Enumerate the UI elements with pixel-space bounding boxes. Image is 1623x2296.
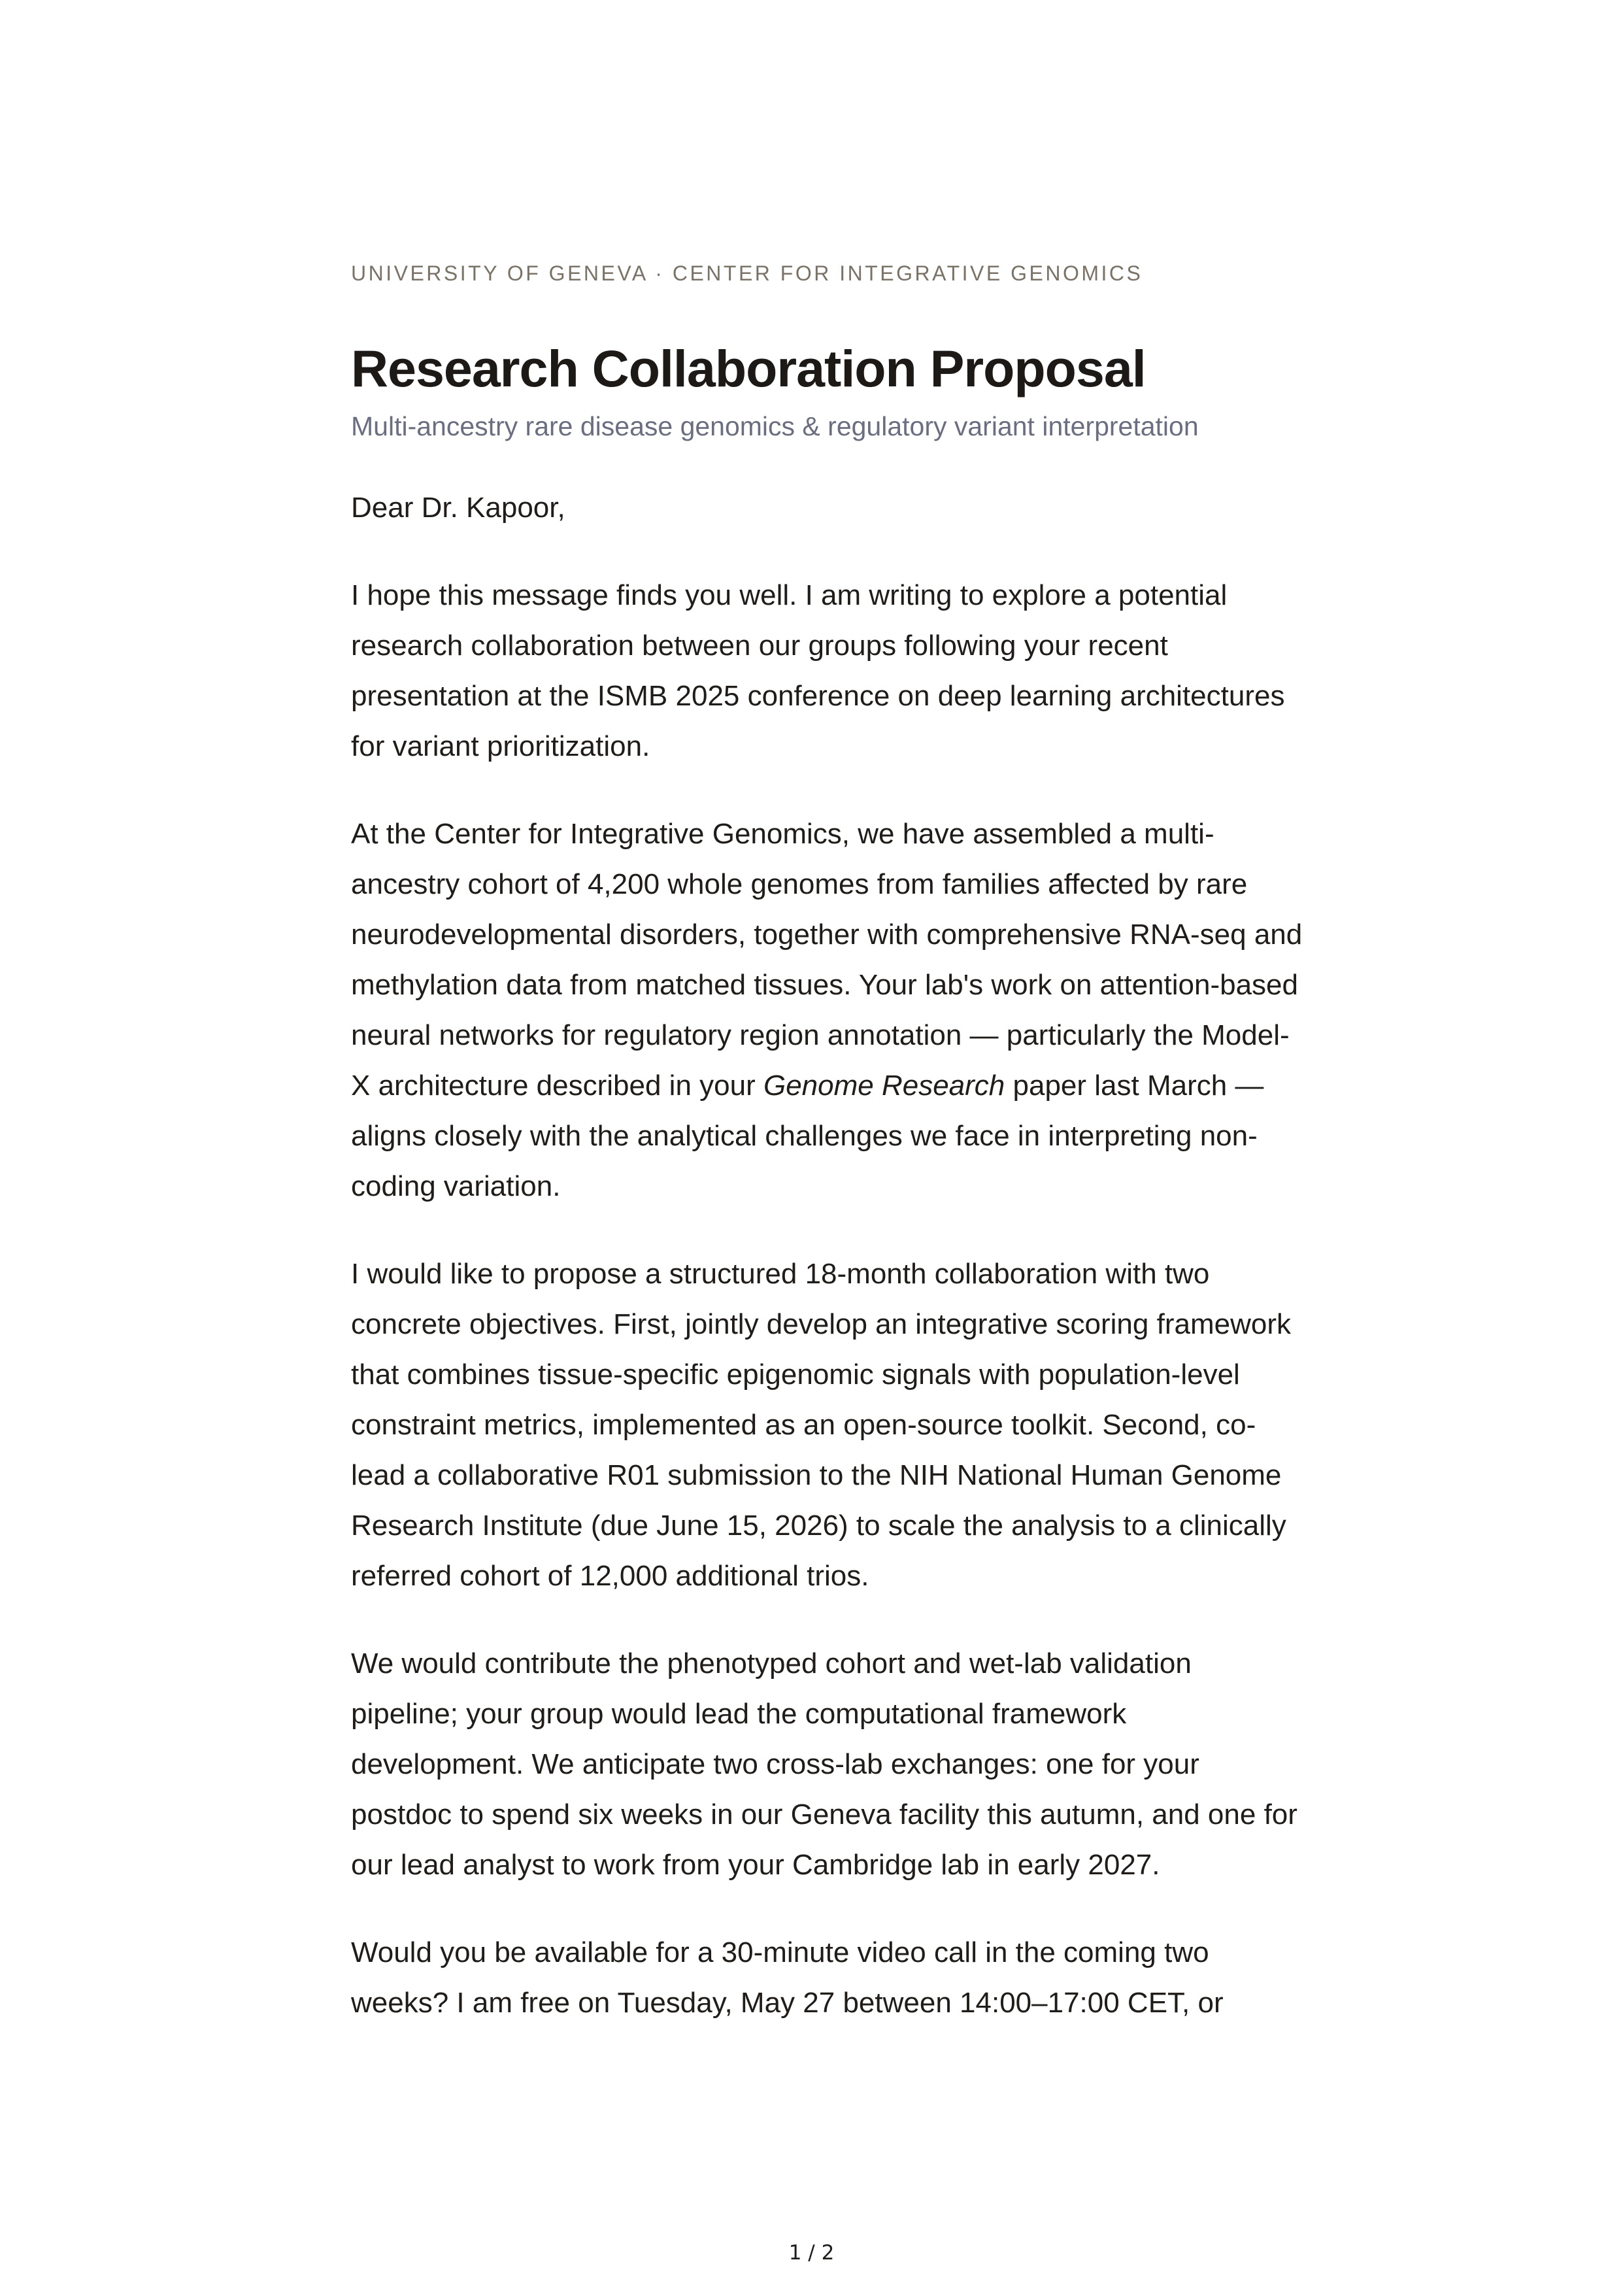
letter-page — [351, 259, 1305, 2065]
journal-name: Genome Research — [763, 1070, 1005, 1102]
document-title: Research Collaboration Proposal — [351, 339, 1146, 397]
paragraph-2-text-start: At the Center for Integrative Genomics, we have assembled a multi-ancestry cohort of 4,200 whole genomes from families affected by rare neurodevelopmental disorders, together with comprehensive RNA-seq and methylation data from matched tissues. Your lab's work on attention-based neural networks for regulatory region annotation — particularly the Model-X architecture described in your — [351, 818, 1303, 1102]
paragraph-2-text-end: paper last March — aligns closely with the analytical challenges we face in interpreting non-coding variation. — [351, 1070, 1264, 1202]
document-subtitle: Multi-ancestry rare disease genomics & regulatory variant interpretation — [351, 411, 1199, 441]
letter-body — [351, 482, 1305, 2028]
letter-paragraph-5: Would you be available for a 30-minute video call in the coming two weeks? I am free on Tuesday, May 27 between 14:00–17:00 CET, or — [351, 1936, 1224, 2019]
letter-paragraph-3: I would like to propose a structured 18-month collaboration with two concrete objectives. First, jointly develop an integrative scoring framework that combines tissue-specific epigenomic signals with population-level constraint metrics, implemented as an open-source toolkit. Second, co-lead a collaborative R01 submission to the NIH National Human Genome Research Institute (due June 15, 2026) to scale the analysis to a clinically referred cohort of 12,000 additional trios. — [351, 1258, 1291, 1592]
page-number: 1 / 2 — [788, 2241, 835, 2265]
organization-header: UNIVERSITY OF GENEVA · CENTER FOR INTEGRATIVE GENOMICS — [351, 262, 1143, 285]
letter-paragraph-4: We would contribute the phenotyped cohort and wet-lab validation pipeline; your group would lead the computational framework development. We anticipate two cross-lab exchanges: one for your postdoc to spend six weeks in our Geneva facility this autumn, and one for our lead analyst to work from your Cambridge lab in early 2027. — [351, 1647, 1297, 1881]
letter-paragraph-1: I hope this message finds you well. I am writing to explore a potential research collaboration between our groups following your recent presentation at the ISMB 2025 conference on deep learning architectures for variant prioritization. — [351, 579, 1285, 762]
letter-paragraph-2 — [351, 809, 1305, 1211]
letter-greeting: Dear Dr. Kapoor, — [351, 492, 565, 524]
